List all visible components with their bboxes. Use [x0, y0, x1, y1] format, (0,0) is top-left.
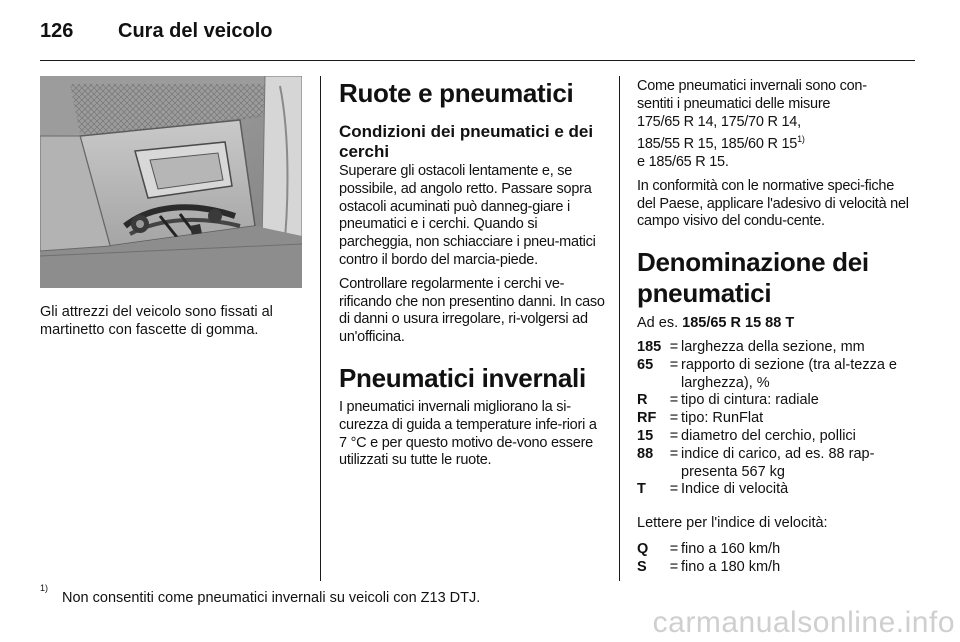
speed-index-table — [637, 541, 780, 577]
sizes-line-1: Come pneumatici invernali sono con- — [637, 78, 867, 94]
definition-value: Indice di velocità — [681, 481, 789, 498]
section-title: Cura del veicolo — [118, 20, 273, 42]
definition-equals: = — [669, 339, 679, 355]
sizes-line-5: e 185/65 R 15. — [637, 154, 729, 171]
definition-equals: = — [669, 410, 679, 427]
definition-equals: = — [669, 445, 679, 462]
definition-row — [637, 446, 915, 482]
footnote-text: Non consentiti come pneumatici invernali su veicoli con Z13 DTJ. — [62, 589, 481, 606]
definition-equals: = — [669, 427, 679, 444]
definition-value: indice di carico, ad es. 88 rap-presenta 567 kg — [681, 445, 875, 480]
definition-value: tipo di cintura: radiale — [681, 392, 819, 409]
paragraph-speed-sticker: In conformità con le normative speci-fiche del Paese, applicare l'adesivo di velocità nel campo visivo del condu-cente. — [637, 177, 909, 230]
column-divider-2 — [619, 76, 620, 581]
definition-value: larghezza della sezione, mm — [681, 339, 865, 355]
definition-equals: = — [669, 481, 679, 498]
column-3 — [637, 76, 915, 577]
heading-winter-tyres: Pneumatici invernali — [339, 362, 586, 393]
column-2 — [339, 76, 607, 470]
designation-table — [637, 339, 915, 499]
definition-row — [637, 410, 915, 428]
paragraph-winter-tyres: I pneumatici invernali migliorano la si-curezza di guida a temperature infe-riori a 7 °C e per questo motivo de-vono essere utilizzati su tutte le ruote. — [339, 398, 597, 469]
definition-key: Q — [637, 540, 649, 557]
header-rule — [40, 60, 915, 61]
definition-key: R — [637, 392, 648, 409]
heading-tyre-designation: Denominazione dei pneumatici — [637, 247, 869, 309]
paragraph-check-rims: Controllare regolarmente i cerchi ve-rificando che non presentino danni. In caso di danni o usura irregolare, ri-volgersi ad un'officina. — [339, 275, 605, 346]
sizes-line-2: sentiti i pneumatici delle misure — [637, 95, 831, 112]
definition-equals: = — [669, 540, 679, 557]
definition-equals: = — [669, 392, 679, 409]
definition-row — [637, 541, 780, 559]
sizes-line-3: 175/65 R 14, 175/70 R 14, — [637, 113, 801, 130]
sizes-line-4: 185/55 R 15, 185/60 R 15 — [637, 136, 798, 153]
definition-key: T — [637, 481, 646, 498]
paragraph-winter-sizes — [637, 78, 915, 172]
definition-value: rapporto di sezione (tra al-tezza e larghezza), % — [681, 356, 897, 391]
footnote-ref: 1) — [797, 134, 805, 145]
subheading-tyre-condition: Condizioni dei pneumatici e dei cerchi — [339, 122, 594, 161]
footnote — [40, 583, 920, 606]
definition-value: fino a 160 km/h — [681, 540, 781, 557]
definition-key: 15 — [637, 427, 654, 444]
definition-value: diametro del cerchio, pollici — [681, 427, 856, 444]
definition-row — [637, 559, 780, 577]
definition-equals: = — [669, 558, 679, 575]
definition-value: fino a 180 km/h — [681, 558, 781, 575]
example-line — [637, 315, 915, 333]
heading-wheels-tyres: Ruote e pneumatici — [339, 78, 574, 108]
footnote-marker: 1) — [40, 583, 49, 593]
definition-equals: = — [669, 356, 679, 373]
definition-row — [637, 481, 915, 499]
example-prefix: Ad es. — [637, 315, 679, 332]
page-number: 126 — [40, 20, 74, 42]
column-divider-1 — [320, 76, 321, 581]
paragraph-obstacles: Superare gli ostacoli lentamente e, se possibile, ad angolo retto. Passare sopra ostacoli acuminati può danneg-giare i pneumatici e i cerchi. Quando si parcheggia, non schiacciare i pneu-matici contro il bordo del marcia-piede. — [339, 163, 596, 268]
watermark: carmanualsonline.info — [652, 606, 955, 639]
figure-caption: Gli attrezzi del veicolo sono fissati al martinetto con fascette di gomma. — [40, 304, 273, 338]
definition-key: RF — [637, 410, 657, 427]
page-header — [40, 20, 915, 60]
example-value: 185/65 R 15 88 T — [682, 315, 795, 332]
vehicle-tools-illustration — [40, 76, 302, 288]
definition-row — [637, 392, 915, 410]
definition-row — [637, 357, 915, 393]
definition-value: tipo: RunFlat — [681, 410, 764, 427]
speed-index-intro: Lettere per l'indice di velocità: — [637, 515, 828, 532]
definition-key: 88 — [637, 445, 654, 462]
definition-key: 185 — [637, 339, 662, 355]
definition-key: S — [637, 558, 647, 575]
definition-row — [637, 339, 915, 357]
definition-row — [637, 428, 915, 446]
definition-key: 65 — [637, 356, 654, 373]
